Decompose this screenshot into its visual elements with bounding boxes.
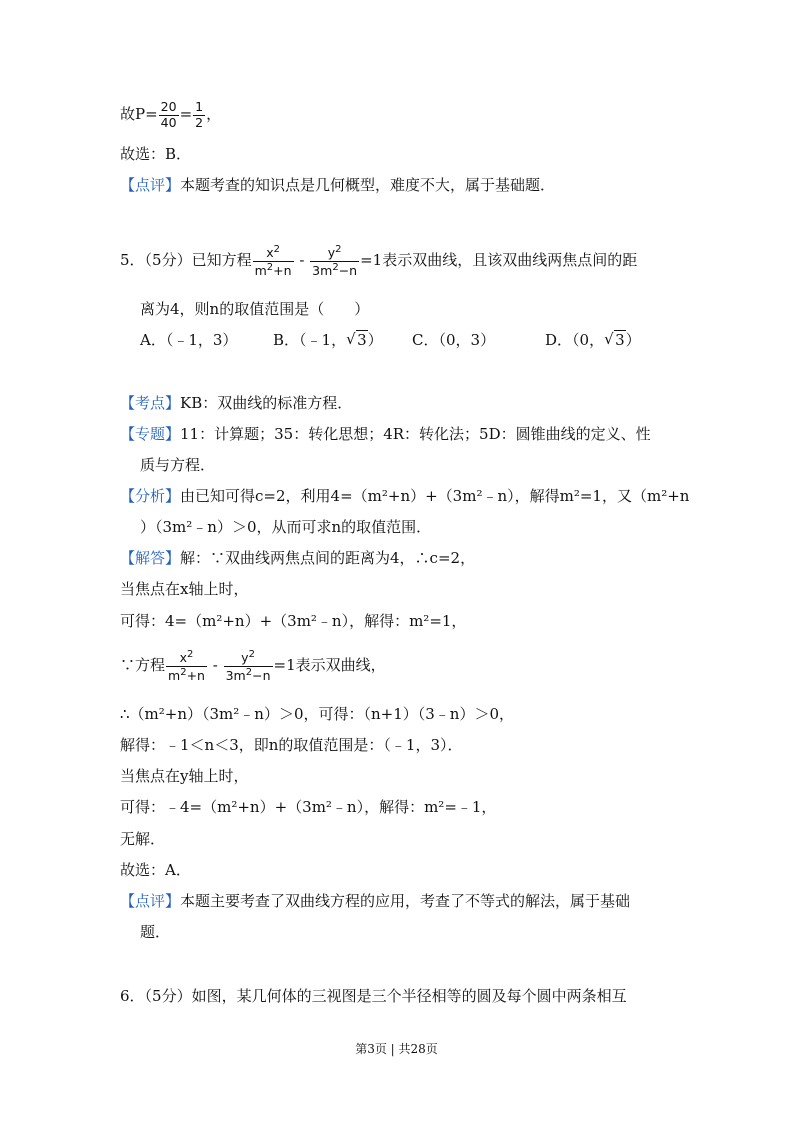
dianping-tag: 【点评】 — [120, 892, 181, 910]
jieda-line — [120, 551, 475, 566]
var-3m: 3m — [312, 262, 333, 278]
dianping-line — [120, 894, 630, 909]
zhuanti-line — [120, 427, 651, 442]
fraction-20-40 — [159, 101, 179, 129]
hyperbola-fraction-y — [310, 245, 359, 277]
frac-den — [310, 262, 359, 278]
sqrt-symbol — [604, 333, 626, 348]
zhuanti-continuation: 质与方程． — [140, 456, 216, 474]
frac-num — [253, 245, 294, 262]
frac-num: 20 — [160, 99, 177, 114]
frac-den: 2 — [195, 114, 204, 130]
exp: 2 — [180, 666, 187, 678]
radicand: 3 — [615, 331, 625, 349]
fenxi-line — [120, 489, 689, 504]
answer-line-b: 故选：B． — [120, 145, 192, 163]
var-m: m — [168, 667, 181, 683]
comment-line — [120, 178, 555, 193]
dianping-continuation: 题． — [140, 923, 171, 941]
dianping-text: 本题主要考查了双曲线方程的应用，考查了不等式的解法，属于基础 — [180, 892, 631, 910]
kaodian-text: KB：双曲线的标准方程． — [180, 394, 353, 412]
question-5-stem — [120, 245, 637, 277]
exp: 2 — [332, 261, 339, 273]
option-b — [273, 333, 383, 348]
frac-num — [224, 650, 273, 667]
var-m: m — [254, 262, 267, 278]
var-y: y — [241, 650, 249, 666]
frac-num — [310, 245, 359, 262]
var-3m: 3m — [225, 667, 246, 683]
comment-tag: 【点评】 — [120, 176, 181, 194]
kaodian-line — [120, 396, 352, 411]
question-6-stem: 6．（5分）如图，某几何体的三视图是三个半径相等的圆及每个圆中两条相互 — [120, 987, 627, 1005]
var-y: y — [327, 245, 336, 261]
option-d-pre: D．（0， — [545, 331, 605, 349]
radicand: 3 — [357, 331, 367, 349]
den-rest: +n — [186, 667, 205, 683]
frac-num: 1 — [195, 99, 204, 114]
option-a: A．（﹣1，3） — [140, 331, 238, 349]
exp: 2 — [335, 244, 342, 255]
sqrt-symbol — [346, 333, 368, 348]
solution-step-2: 可得：4=（m²+n）+（3m²﹣n），解得：m²=1， — [120, 612, 467, 630]
solution-step-1: 当焦点在x轴上时， — [120, 580, 249, 598]
s3-tail: =1表示双曲线， — [273, 656, 386, 675]
option-d-post: ） — [625, 331, 641, 349]
zhuanti-text: 11：计算题；35：转化思想；4R：转化法；5D：圆锥曲线的定义、性 — [180, 425, 651, 443]
s3-lead: ∵方程 — [120, 656, 166, 675]
prob-suffix: ， — [206, 105, 222, 123]
zhuanti-tag: 【专题】 — [120, 425, 181, 443]
frac-den — [253, 262, 294, 278]
frac-den — [224, 667, 273, 683]
fenxi-tag: 【分析】 — [120, 487, 181, 505]
den-rest: +n — [273, 262, 292, 278]
option-c: C．（0，3） — [412, 331, 496, 349]
question-5-continuation: 离为4，则n的取值范围是（ ） — [140, 300, 370, 318]
minus-sign: - — [294, 251, 310, 270]
fraction-1-2 — [193, 101, 205, 129]
frac-num — [166, 650, 207, 667]
minus-sign: - — [207, 656, 223, 675]
var-x: x — [179, 650, 188, 666]
prob-prefix: 故P= — [120, 105, 158, 123]
solution-step-7: 可得：﹣4=（m²+n）+（3m²﹣n），解得：m²=﹣1， — [120, 798, 497, 816]
page-footer: 第3页 | 共28页 — [355, 1042, 438, 1056]
exp: 2 — [266, 261, 274, 273]
frac-den: 40 — [160, 114, 177, 130]
var-x: x — [266, 245, 274, 261]
kaodian-tag: 【考点】 — [120, 394, 181, 412]
fenxi-continuation: ）（3m²﹣n）＞0，从而可求n的取值范围． — [140, 518, 432, 536]
probability-result-line — [120, 101, 221, 129]
solution-answer: 故选：A． — [120, 861, 191, 879]
hyperbola-fraction-x — [166, 650, 207, 682]
solution-step-6: 当焦点在y轴上时， — [120, 767, 249, 785]
jieda-text: 解：∵双曲线两焦点间的距离为4，∴c=2， — [180, 549, 476, 567]
equals-sign: = — [179, 105, 193, 123]
exp: 2 — [245, 666, 253, 678]
comment-text: 本题考查的知识点是几何概型，难度不大，属于基础题． — [180, 176, 556, 194]
q5-tail: =1表示双曲线，且该双曲线两焦点间的距 — [360, 251, 638, 270]
solution-step-3 — [120, 650, 386, 682]
exp: 2 — [273, 244, 280, 255]
exp: 2 — [187, 649, 194, 660]
option-b-pre: B．（﹣1， — [273, 331, 347, 349]
hyperbola-fraction-x — [253, 245, 294, 277]
option-b-post: ） — [367, 331, 383, 349]
den-rest: −n — [338, 262, 358, 278]
frac-den — [166, 667, 207, 683]
option-d — [545, 333, 641, 348]
exp: 2 — [248, 649, 255, 660]
fenxi-text: 由已知可得c=2，利用4=（m²+n）+（3m²﹣n），解得m²=1，又（m²+n — [180, 487, 690, 505]
jieda-tag: 【解答】 — [120, 549, 181, 567]
den-rest: −n — [252, 667, 271, 683]
solution-step-8: 无解． — [120, 830, 166, 848]
solution-step-4: ∴（m²+n）（3m²﹣n）＞0，可得：（n+1）（3﹣n）＞0， — [120, 705, 515, 723]
hyperbola-fraction-y — [224, 650, 273, 682]
solution-step-5: 解得：﹣1＜n＜3，即n的取值范围是：（﹣1，3）． — [120, 736, 463, 754]
q5-lead: 5．（5分）已知方程 — [120, 251, 252, 270]
